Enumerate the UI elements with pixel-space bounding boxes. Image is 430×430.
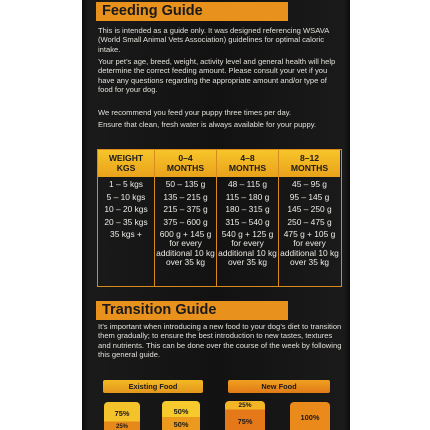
pet-food-bag-back bbox=[82, 0, 350, 430]
feeding-guide-title: Feeding Guide bbox=[96, 2, 288, 21]
table-cell: 145 – 250 g bbox=[287, 204, 332, 214]
months-0-4-header: 0–4 MONTHS bbox=[155, 150, 216, 177]
transition-intro-text: It’s important when introducing a new food to your dog’s diet to transition them gradually; to ensure the best introduction to new tastes, textures and nutrients. This can be done over the course of the week by following this general guide. bbox=[98, 322, 342, 360]
feeding-water-text: Ensure that clean, fresh water is always available for your puppy. bbox=[98, 120, 317, 129]
table-cell: 600 g + 145 g for every additional 10 kg over 35 kg bbox=[156, 229, 215, 268]
months-8-12-header: 8–12 MONTHS bbox=[279, 150, 340, 177]
table-cell: 95 – 145 g bbox=[289, 191, 330, 202]
bowl-percent: 50% bbox=[173, 407, 189, 416]
table-cell: 475 g + 105 g for every additional 10 kg over 35 kg bbox=[280, 229, 339, 268]
transition-bowl-day1 bbox=[104, 402, 140, 430]
feeding-table bbox=[97, 149, 342, 287]
table-cell: 250 – 475 g bbox=[287, 216, 332, 227]
bowl-percent: 25% bbox=[238, 402, 252, 409]
feeding-intro-text: This is intended as a guide only. It was designed referencing WSAVA (World Small Animal Vets Association) guidelines for optimal caloric intake. bbox=[98, 26, 329, 54]
weight-header: WEIGHT KGS bbox=[98, 150, 154, 177]
transition-guide-title: Transition Guide bbox=[96, 301, 288, 320]
table-cell: 1 – 5 kgs bbox=[109, 179, 143, 189]
table-cell: 215 – 375 g bbox=[163, 204, 208, 214]
table-cell: 45 – 95 g bbox=[292, 179, 327, 189]
table-cell: 48 – 115 g bbox=[228, 179, 267, 189]
bowl-percent: 25% bbox=[115, 424, 128, 430]
weight-column bbox=[98, 150, 154, 286]
bowl-percent: 75% bbox=[114, 409, 130, 418]
table-cell: 10 – 20 kgs bbox=[104, 204, 148, 214]
table-cell: 375 – 600 g bbox=[163, 216, 208, 227]
bowl-percent: 100% bbox=[300, 413, 320, 422]
new-food-label: New Food bbox=[228, 380, 330, 393]
table-cell: 5 – 10 kgs bbox=[106, 191, 146, 202]
existing-food-label: Existing Food bbox=[103, 380, 203, 393]
table-cell: 135 – 215 g bbox=[163, 191, 208, 202]
bowl-percent: 50% bbox=[173, 420, 189, 429]
months-8-12-column bbox=[279, 150, 340, 286]
bowl-percent: 75% bbox=[237, 417, 253, 426]
table-cell: 115 – 180 g bbox=[225, 191, 270, 202]
table-cell: 50 – 135 g bbox=[165, 179, 206, 189]
transition-bowl-day3 bbox=[162, 401, 200, 430]
transition-bowl-day5 bbox=[225, 401, 265, 430]
table-cell: 315 – 540 g bbox=[225, 216, 270, 227]
months-4-8-column bbox=[217, 150, 278, 286]
table-cell: 180 – 315 g bbox=[225, 204, 270, 214]
table-cell: 540 g + 125 g for every additional 10 kg over 35 kg bbox=[218, 229, 277, 268]
months-4-8-header: 4–8 MONTHS bbox=[217, 150, 278, 177]
table-cell: 20 – 35 kgs bbox=[104, 216, 148, 227]
feeding-consult-text: Your pet’s age, breed, weight, activity level and general health will help determine the correct feeding amount. Please consult your vet if you have any questions regarding the appropriate amount and/or type of food for your dog. bbox=[98, 57, 336, 95]
transition-bowl-day7 bbox=[290, 402, 330, 430]
months-0-4-column bbox=[155, 150, 216, 286]
table-cell: 35 kgs + bbox=[110, 229, 142, 239]
feeding-frequency-text: We recommend you feed your puppy three times per day. bbox=[98, 108, 292, 117]
